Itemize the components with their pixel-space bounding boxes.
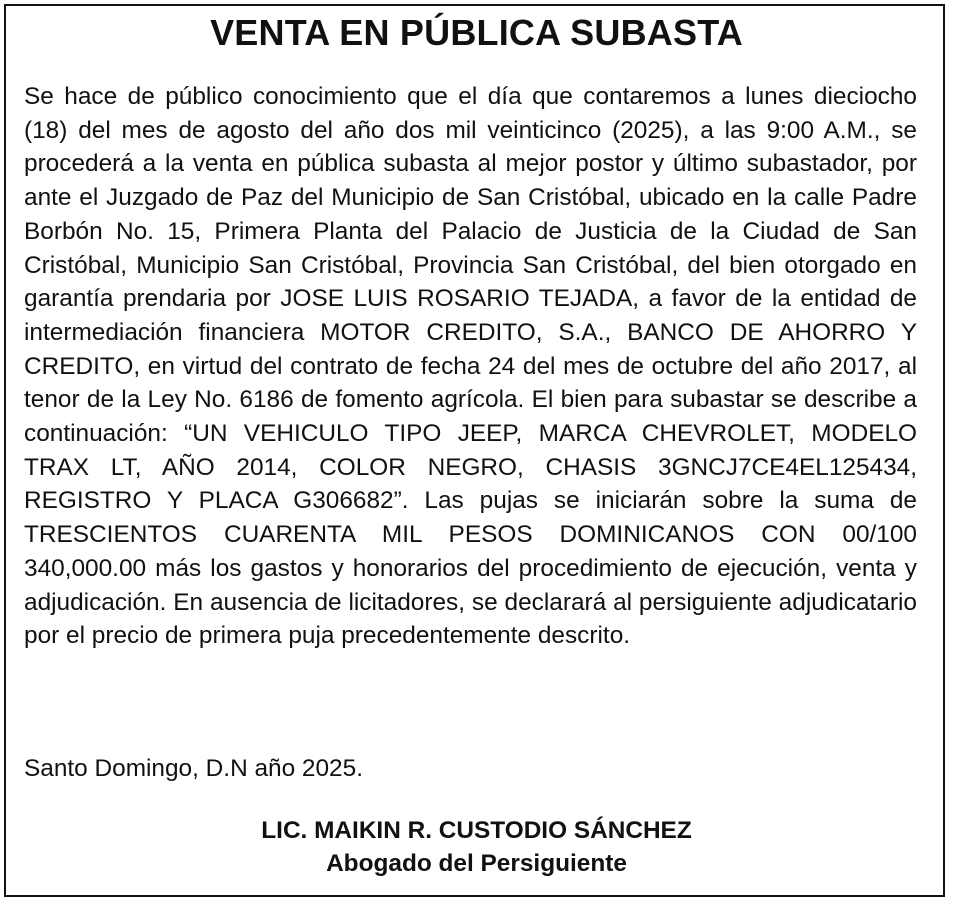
notice-place-date: Santo Domingo, D.N año 2025.: [24, 755, 363, 782]
notice-title: VENTA EN PÚBLICA SUBASTA: [210, 12, 743, 53]
signatory-role: Abogado del Persiguiente: [326, 850, 627, 877]
notice-body: Se hace de público conocimiento que el día que contaremos a lunes dieciocho (18) del mes de agosto del año dos mil veinticinco (2025), a las 9:00 A.M., se procederá a la venta en pública subasta al mejor postor y último subastador, por ante el Juzgado de Paz del Municipio de San Cristóbal, ubicado en la calle Padre Borbón No. 15, Primera Planta del Palacio de Justicia de la Ciudad de San Cristóbal, Municipio San Cristóbal, Provincia San Cristóbal, del bien otorgado en garantía prendaria por JOSE LUIS ROSARIO TEJADA, a favor de la entidad de intermediación financiera MOTOR CREDITO, S.A., BANCO DE AHORRO Y CREDITO, en virtud del contrato de fecha 24 del mes de octubre del año 2017, al tenor de la Ley No. 6186 de fomento agrícola. El bien para subastar se describe a continuación: “UN VEHICULO TIPO JEEP, MARCA CHEVROLET, MODELO TRAX LT, AÑO 2014, COLOR NEGRO, CHASIS 3GNCJ7CE4EL125434, REGISTRO Y PLACA G306682”. Las pujas se iniciarán sobre la suma de TRESCIENTOS CUARENTA MIL PESOS DOMINICANOS CON 00/100 340,000.00 más los gastos y honorarios del procedimiento de ejecución, venta y adjudicación. En ausencia de licitadores, se declarará al persiguiente adjudicatario por el precio de primera puja precedentemente descrito.: [24, 83, 917, 650]
signature-block: [0, 814, 953, 880]
signatory-name: LIC. MAIKIN R. CUSTODIO SÁNCHEZ: [261, 817, 692, 844]
